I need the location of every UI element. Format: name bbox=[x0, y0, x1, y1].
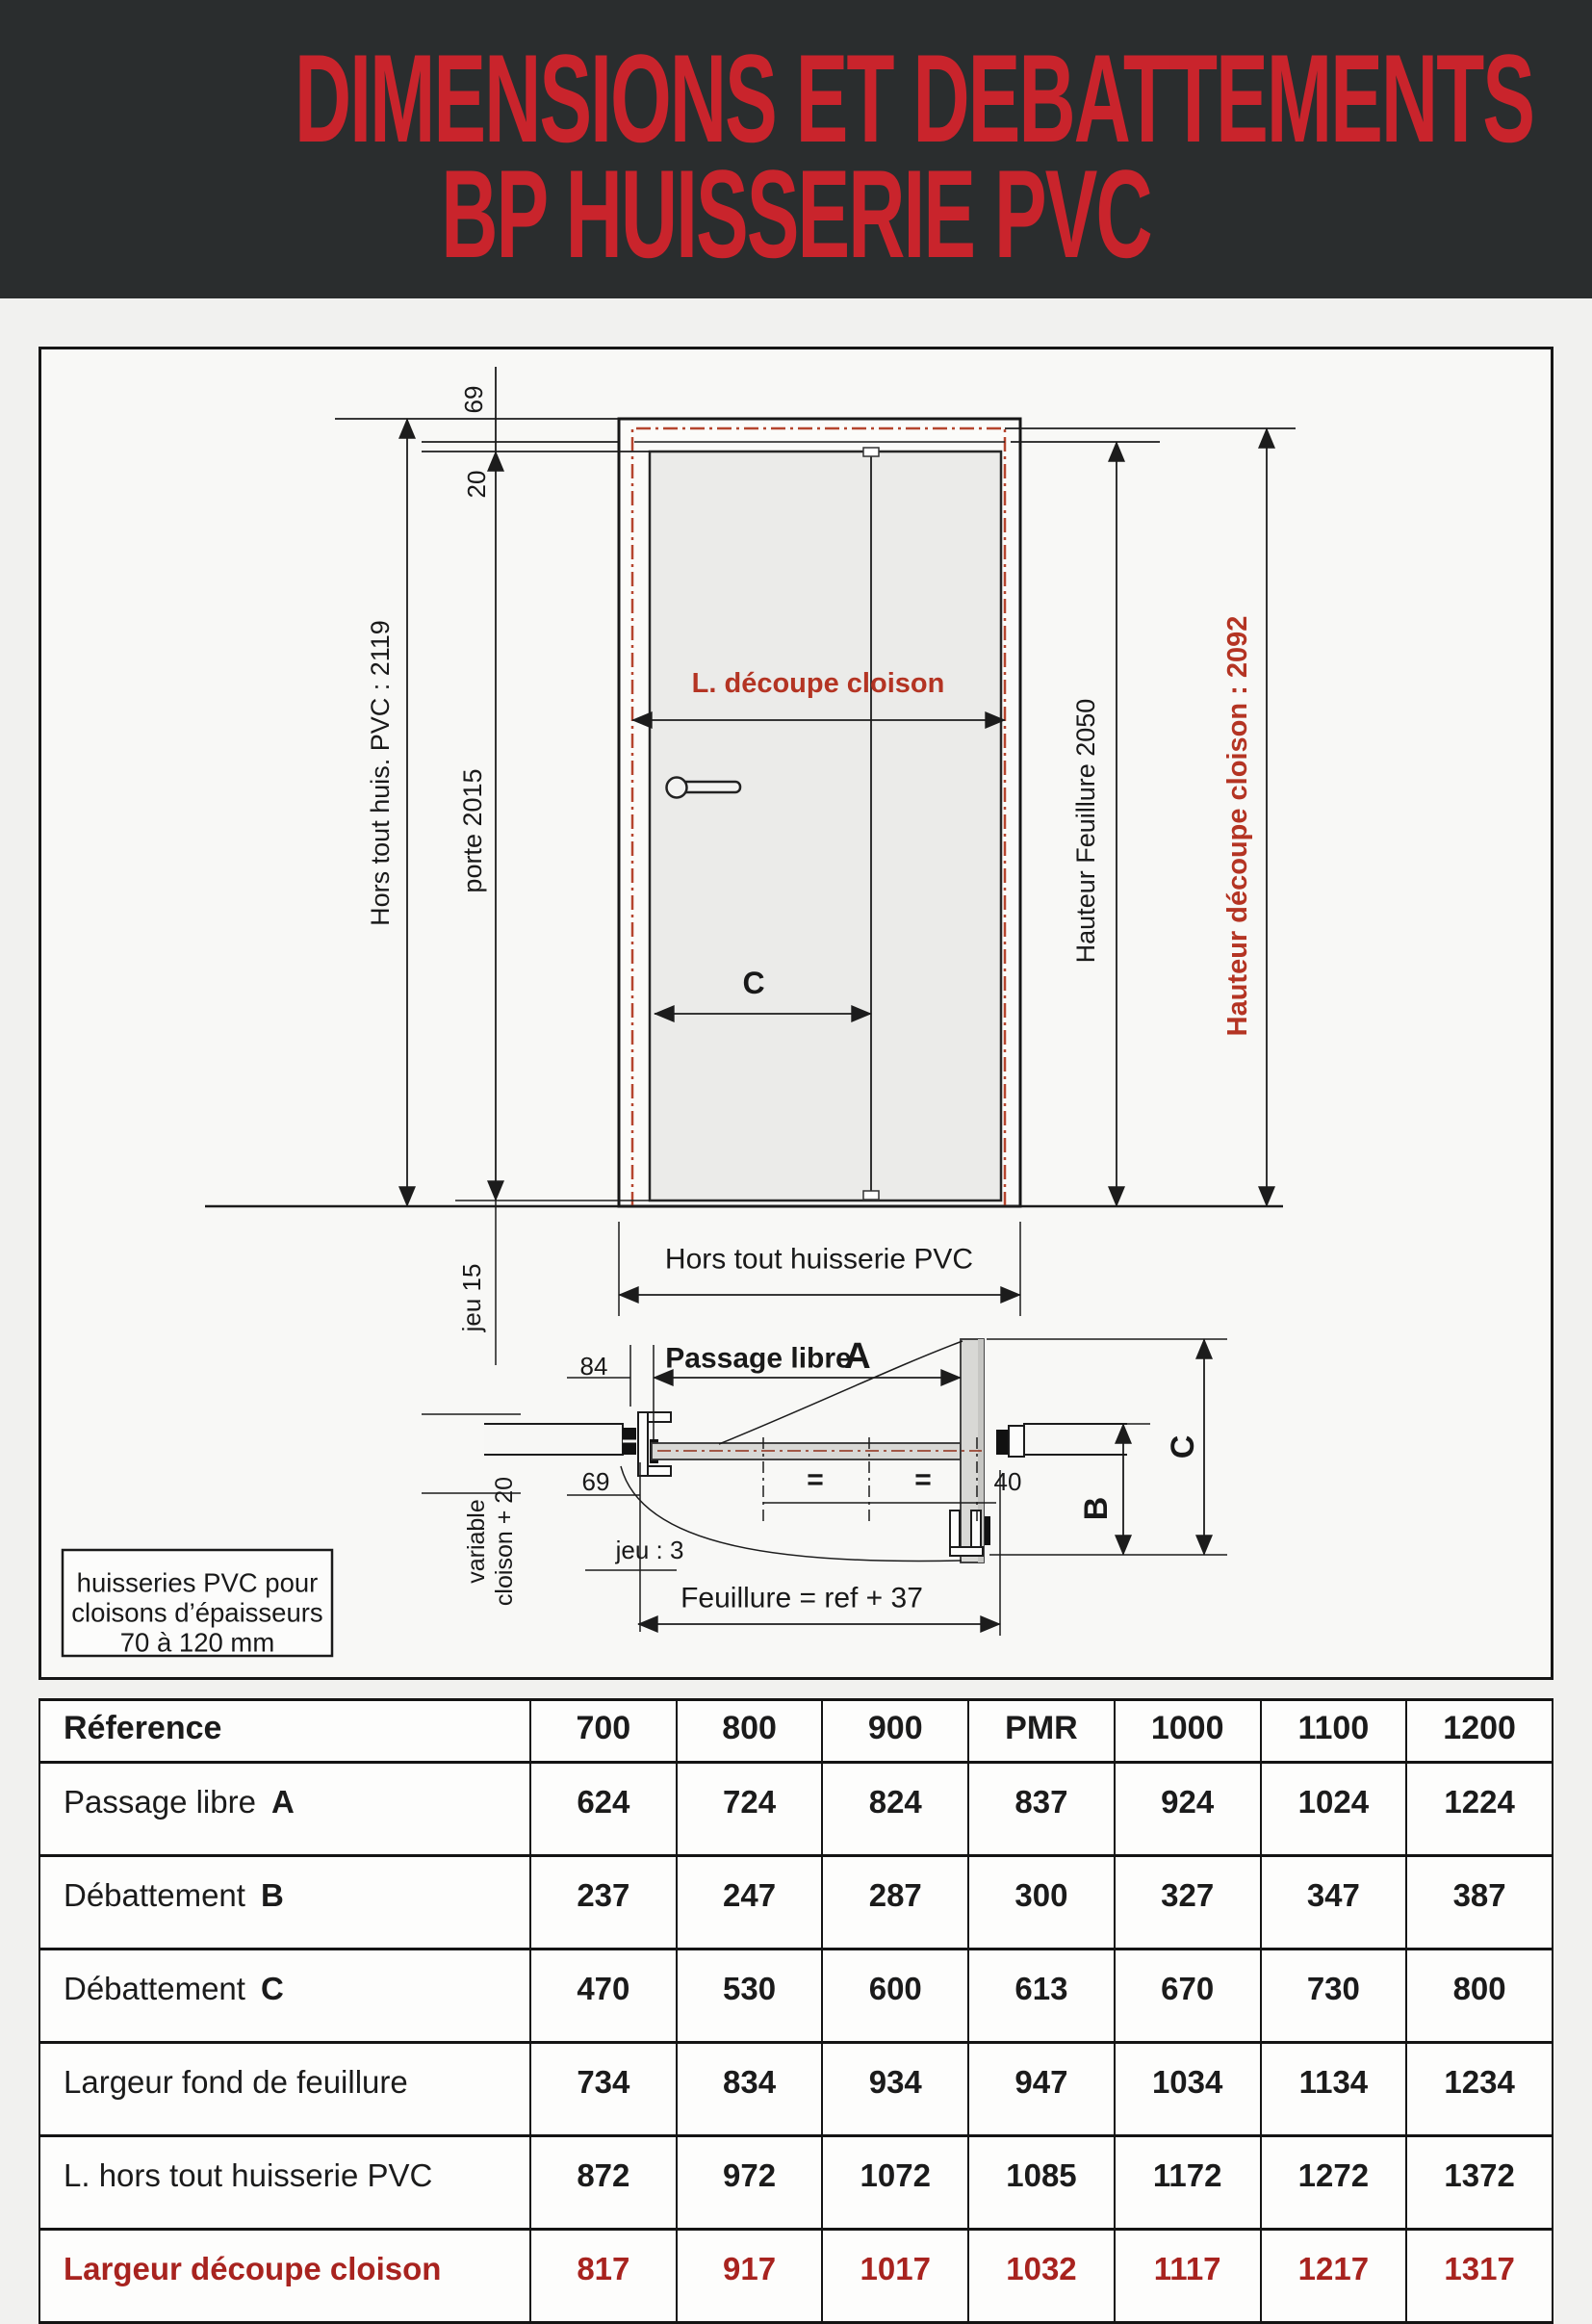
dim-69-label: 69 bbox=[459, 385, 488, 414]
door-handle-rose bbox=[667, 778, 687, 798]
cell-value: 872 bbox=[530, 2136, 677, 2230]
cell-value: 1134 bbox=[1261, 2043, 1407, 2136]
passage-letter-a: A bbox=[844, 1336, 871, 1377]
cell-value: 1272 bbox=[1261, 2136, 1407, 2230]
page-title-line2: BP HUISSERIE PVC bbox=[441, 143, 1151, 284]
header-pmr: PMR bbox=[968, 1700, 1115, 1763]
dim-69-section-label: 69 bbox=[581, 1467, 610, 1496]
bottom-hinge-bracket bbox=[950, 1547, 983, 1556]
cell-value: 247 bbox=[677, 1856, 823, 1950]
cell-value: 470 bbox=[530, 1950, 677, 2043]
page-header bbox=[0, 0, 1592, 298]
dim-hauteur-decoupe-label: Hauteur découpe cloison : 2092 bbox=[1222, 615, 1253, 1037]
cell-value: 1032 bbox=[968, 2230, 1115, 2323]
right-jamb bbox=[996, 1430, 1009, 1455]
row-debattement-b bbox=[39, 1856, 1553, 1950]
cell-value: 327 bbox=[1115, 1856, 1261, 1950]
cell-value: 387 bbox=[1406, 1856, 1553, 1950]
cell-value: 734 bbox=[530, 2043, 677, 2136]
bottom-pivot bbox=[863, 1191, 879, 1200]
note-line2: cloisons d’épaisseurs bbox=[71, 1597, 323, 1628]
cell-value: 670 bbox=[1115, 1950, 1261, 2043]
dim-b-label: B bbox=[1078, 1496, 1115, 1521]
cell-value: 834 bbox=[677, 2043, 823, 2136]
cell-value: 1172 bbox=[1115, 2136, 1261, 2230]
header-1200: 1200 bbox=[1406, 1700, 1553, 1763]
cell-value: 824 bbox=[822, 1763, 968, 1856]
row-largeur-fond-feuillure bbox=[39, 2043, 1553, 2136]
elevation-bottom-dimensions bbox=[205, 1206, 1283, 1316]
row-largeur-decoupe-cloison bbox=[39, 2230, 1553, 2323]
cell-value: 1224 bbox=[1406, 1763, 1553, 1856]
row-label: Débattement bbox=[64, 1877, 245, 1913]
row-label: Débattement bbox=[64, 1971, 245, 2006]
left-wall bbox=[484, 1424, 623, 1455]
cell-value: 1034 bbox=[1115, 2043, 1261, 2136]
cell-value: 800 bbox=[1406, 1950, 1553, 2043]
feuillure-formula-label: Feuillure = ref + 37 bbox=[680, 1582, 923, 1614]
cell-value: 1072 bbox=[822, 2136, 968, 2230]
cell-value: 530 bbox=[677, 1950, 823, 2043]
cell-value: 347 bbox=[1261, 1856, 1407, 1950]
cell-value: 613 bbox=[968, 1950, 1115, 2043]
header-reference: Réference bbox=[39, 1700, 530, 1763]
variable-label-line1: variable bbox=[463, 1499, 490, 1584]
cell-value: 817 bbox=[530, 2230, 677, 2323]
note-box bbox=[63, 1550, 332, 1658]
top-pivot bbox=[863, 448, 879, 456]
dim-40-label: 40 bbox=[993, 1467, 1022, 1496]
cell-value: 1024 bbox=[1261, 1763, 1407, 1856]
cell-value: 924 bbox=[1115, 1763, 1261, 1856]
door-leaf bbox=[650, 452, 1001, 1201]
cell-value: 837 bbox=[968, 1763, 1115, 1856]
cell-value: 624 bbox=[530, 1763, 677, 1856]
cell-value: 917 bbox=[677, 2230, 823, 2323]
technical-drawing bbox=[41, 349, 1551, 1677]
note-line1: huisseries PVC pour bbox=[76, 1567, 319, 1598]
right-wall bbox=[1024, 1424, 1127, 1455]
section-dimensions bbox=[422, 1336, 1227, 1636]
row-label: L. hors tout huisserie PVC bbox=[64, 2157, 433, 2193]
equal-mark-2: = bbox=[914, 1463, 932, 1496]
row-debattement-c bbox=[39, 1950, 1553, 2043]
dim-hors-tout-height-label: Hors tout huis. PVC : 2119 bbox=[366, 620, 395, 926]
row-letter: A bbox=[270, 1784, 295, 1820]
page-title-line1: DIMENSIONS ET DEBATTEMENTS bbox=[294, 28, 1534, 168]
row-label: Largeur découpe cloison bbox=[64, 2251, 442, 2286]
cell-value: 287 bbox=[822, 1856, 968, 1950]
header-1100: 1100 bbox=[1261, 1700, 1407, 1763]
cell-value: 237 bbox=[530, 1856, 677, 1950]
row-passage-libre bbox=[39, 1763, 1553, 1856]
table-header-row bbox=[39, 1700, 1553, 1763]
cell-value: 1317 bbox=[1406, 2230, 1553, 2323]
cell-value: 600 bbox=[822, 1950, 968, 2043]
cell-value: 1117 bbox=[1115, 2230, 1261, 2323]
dimensions-table bbox=[39, 1698, 1553, 2324]
dim-jeu15-label: jeu 15 bbox=[457, 1263, 486, 1332]
equal-mark-1: = bbox=[807, 1463, 824, 1496]
dim-84-label: 84 bbox=[579, 1352, 608, 1381]
cell-value: 300 bbox=[968, 1856, 1115, 1950]
cell-value: 1085 bbox=[968, 2136, 1115, 2230]
cell-value: 1372 bbox=[1406, 2136, 1553, 2230]
door-elevation bbox=[619, 419, 1020, 1206]
cell-value: 1217 bbox=[1261, 2230, 1407, 2323]
row-label: Passage libre bbox=[64, 1784, 256, 1820]
dim-porte-label: porte 2015 bbox=[458, 768, 487, 893]
header-700: 700 bbox=[530, 1700, 677, 1763]
dim-c-elevation-label: C bbox=[742, 966, 765, 1000]
cell-value: 934 bbox=[822, 2043, 968, 2136]
row-label: Largeur fond de feuillure bbox=[64, 2064, 408, 2100]
cell-value: 1017 bbox=[822, 2230, 968, 2323]
header-900: 900 bbox=[822, 1700, 968, 1763]
cell-value: 947 bbox=[968, 2043, 1115, 2136]
dim-hauteur-feuillure-label: Hauteur Feuillure 2050 bbox=[1071, 698, 1100, 964]
row-letter: C bbox=[260, 1971, 284, 2006]
cell-value: 972 bbox=[677, 2136, 823, 2230]
drawing-panel bbox=[39, 347, 1553, 1680]
row-letter: B bbox=[260, 1877, 284, 1913]
dim-20-label: 20 bbox=[462, 470, 491, 499]
passage-libre-label: Passage libre bbox=[665, 1342, 852, 1375]
cell-value: 730 bbox=[1261, 1950, 1407, 2043]
cell-value: 1234 bbox=[1406, 2043, 1553, 2136]
dim-hors-tout-width-label: Hors tout huisserie PVC bbox=[664, 1243, 974, 1276]
l-decoupe-cloison-label: L. découpe cloison bbox=[691, 668, 945, 699]
elevation-right-dimensions bbox=[1005, 428, 1296, 1206]
dim-c-section-label: C bbox=[1165, 1434, 1201, 1459]
note-line3: 70 à 120 mm bbox=[119, 1627, 275, 1658]
header-1000: 1000 bbox=[1115, 1700, 1261, 1763]
variable-label-line2: cloison + 20 bbox=[491, 1476, 518, 1607]
elevation-left-dimensions bbox=[335, 367, 650, 1365]
row-hors-tout-huisserie bbox=[39, 2136, 1553, 2230]
jeu-3-label: jeu : 3 bbox=[615, 1536, 684, 1564]
header-800: 800 bbox=[677, 1700, 823, 1763]
cell-value: 724 bbox=[677, 1763, 823, 1856]
